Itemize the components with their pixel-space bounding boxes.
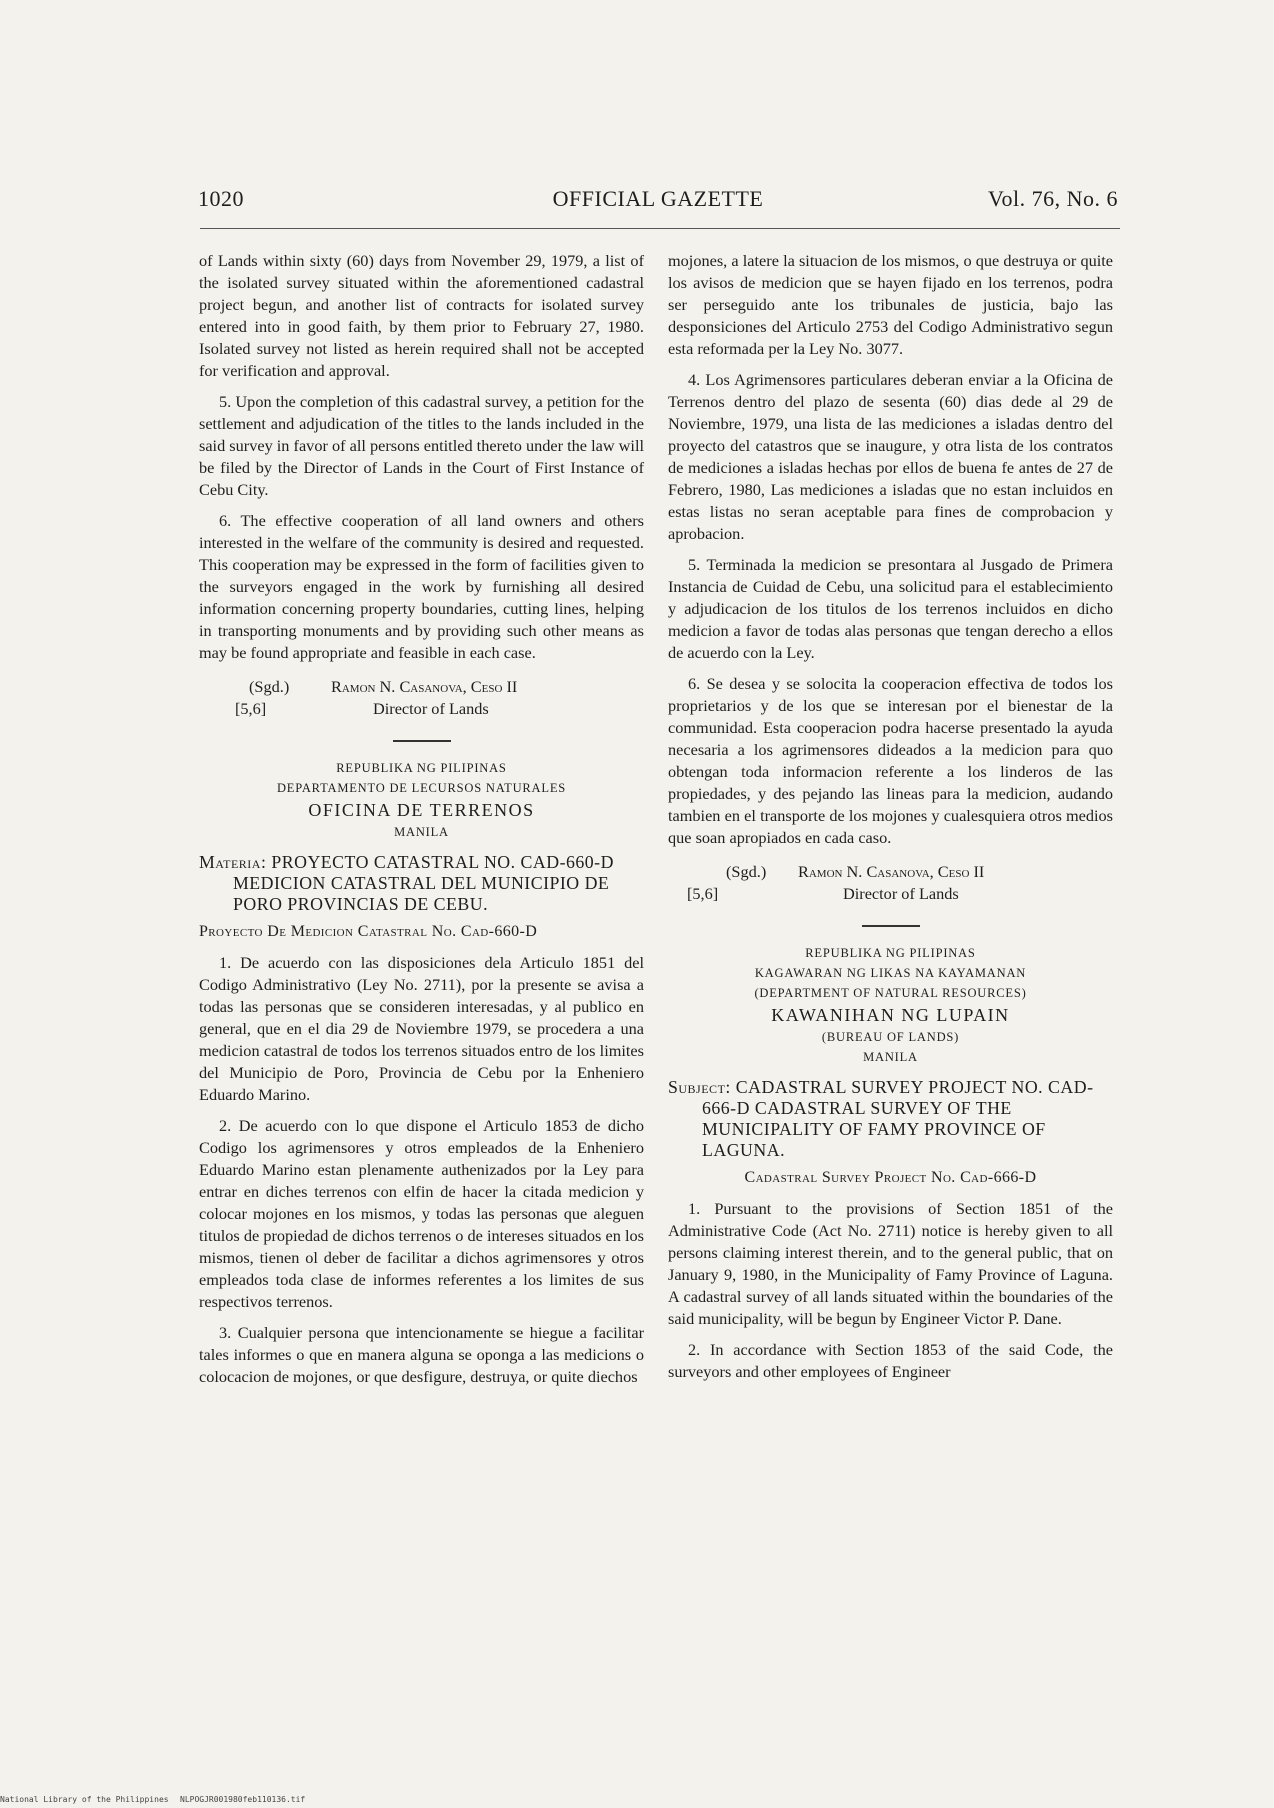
project-line: Proyecto De Medicion Catastral No. Cad-660-D — [199, 923, 538, 940]
issue-numbers: [5,6] — [235, 699, 267, 718]
office-line: KAGAWARAN NG LIKAS NA KAYAMANAN — [754, 966, 1027, 980]
signatory-name: Ramon N. Casanova, Ceso II — [331, 677, 518, 696]
office-city: MANILA — [863, 1050, 918, 1064]
paragraph: 2. In accordance with Section 1853 of the said Code, the surveyors and other employees of Engineer — [668, 1340, 1113, 1381]
page-header — [198, 186, 1118, 222]
office-name: OFICINA DE TERRENOS — [308, 800, 535, 820]
signature-block — [668, 861, 1113, 907]
subject-heading — [199, 852, 644, 915]
gazette-title: OFFICIAL GAZETTE — [552, 186, 764, 211]
paragraph: 5. Terminada la medicion se presontara al Jusgado de Primera Instancia de Cuidad de Cebu, una solicitud para el establecimiento y adjudicacion de los titulos de los terrenos incluidos en dicho medicion a favor de todas alas personas que tengan derecho a ellos de acuerdo con la Ley. — [668, 555, 1113, 662]
office-line: REPUBLIKA NG PILIPINAS — [336, 761, 507, 775]
signatory-title: Director of Lands — [373, 699, 489, 718]
paragraph: 3. Cualquier persona que intencionamente se hiegue a facilitar tales informes o que en manera alguna se oponga a las medicions o colocacion de mojones, or que desfigure, destruya, or quite diechos — [199, 1323, 644, 1386]
paragraph: 5. Upon the completion of this cadastral survey, a petition for the settlement and adjudication of the titles to the lands included in the said survey in favor of all persons entitled thereto under the law will be filed by the Director of Lands in the Court of First Instance of Cebu City. — [199, 392, 644, 499]
section-divider — [862, 925, 920, 927]
issue-numbers: [5,6] — [687, 884, 719, 903]
paragraph: 1. De acuerdo con las disposiciones dela Articulo 1851 del Codigo Administrativo (Ley No. 2711), por la presente se avisa a todas las personas que se consideren interesadas, y al publico en general, que en el dia 29 de Noviembre 1979, se procedera a una medicion catastral de todos los terrenos situados entro de los limites del Municipio de Poro, Provincia de Cebu por la Enheniero Eduardo Marino. — [199, 953, 644, 1104]
signatory-name: Ramon N. Casanova, Ceso II — [798, 862, 985, 881]
signature-block — [199, 676, 644, 722]
volume-issue: Vol. 76, No. 6 — [987, 186, 1118, 211]
section-divider — [393, 740, 451, 742]
library-credit: National Library of the Philippines — [0, 1795, 169, 1804]
subject-text: PROYECTO CATASTRAL NO. CAD-660-D MEDICION CATASTRAL DEL MUNICIPIO DE PORO PROVINCIAS DE CEBU. — [233, 852, 614, 914]
page-number: 1020 — [198, 186, 244, 211]
signed-mark: (Sgd.) — [249, 677, 290, 696]
project-line: Cadastral Survey Project No. Cad-666-D — [744, 1169, 1037, 1186]
paragraph: mojones, a latere la situacion de los mismos, o que destruya or quite los avisos de medicion que se hayen fijado en los terrenos, podra ser perseguido ante los tribunales de justicia, bajo las desponsiciones del Articulo 2753 del Codigo Administrativo segun esta reformada per la Ley No. 3077. — [668, 251, 1113, 358]
office-line: DEPARTAMENTO DE LECURSOS NATURALES — [276, 781, 567, 795]
office-heading — [668, 943, 1113, 1067]
left-column — [199, 250, 644, 1397]
subject-text: CADASTRAL SURVEY PROJECT NO. CAD-666-D CADASTRAL SURVEY OF THE MUNICIPALITY OF FAMY PROVINCE OF LAGUNA. — [702, 1077, 1094, 1160]
office-line: (BUREAU OF LANDS) — [821, 1030, 960, 1044]
subject-heading — [668, 1077, 1113, 1161]
paragraph: 1. Pursuant to the provisions of Section 1851 of the Administrative Code (Act No. 2711) notice is hereby given to all persons claiming interest therein, and to the general public, that on January 9, 1980, in the Municipality of Famy Province of Laguna. A cadastral survey of all lands situated within the boundaries of the said municipality, will be begun by Engineer Victor P. Dane. — [668, 1199, 1113, 1328]
signatory-title: Director of Lands — [843, 884, 959, 903]
right-column — [668, 250, 1113, 1392]
paragraph: 6. Se desea y se solocita la cooperacion effectiva de todos los proprietarios y de los que se interesan por el bienestar de la communidad. Esta cooperacion podra hacerse presentado la ayuda necesaria a los agrimensores dideados a la medicion para quo obtengan toda informacion referente a los linderos de las propiedades, y des pejando las lineas para la medicion, audando tambien en el transporte de los mojones y cualesquiera otros medios que soan apropiados en cada caso. — [668, 674, 1113, 847]
office-city: MANILA — [394, 825, 449, 839]
office-line: (DEPARTMENT OF NATURAL RESOURCES) — [754, 986, 1027, 1000]
paragraph: 2. De acuerdo con lo que dispone el Articulo 1853 de dicho Codigo los agrimensores y otros empleados de la Enheniero Eduardo Marino estan plenamente authenizados por la Ley para entrar en diches terrenos con elfin de hacer la citada medicion y colocar mojones en los mismos, y todas las personas que aleguen titulos de propiedad de dichos terrenos o de intereses situados en los mismos, tienen ol deber de facilitar a dichos agrimensores y otros empleados toda clase de informes referentes a los limites de sus respectivos terrenos. — [199, 1116, 644, 1311]
subject-label: Subject: — [668, 1077, 731, 1097]
paragraph: 6. The effective cooperation of all land owners and others interested in the welfare of the community is desired and requested. This cooperation may be expressed in the form of facilities given to the surveyors engaged in the work by furnishing all desired information concerning property boundaries, cutting lines, helping in transporting monuments and by providing such other means as may be found appropriate and feasible in each case. — [199, 511, 644, 662]
paragraph: 4. Los Agrimensores particulares deberan enviar a la Oficina de Terrenos dentro del plazo de sesenta (60) dias dede al 29 de Noviembre, 1979, una lista de las mediciones a isladas dentro del proyecto del catastros que se inaugure, y otra lista de los contratos de mediciones a isladas hechas por ellos de buena fe antes de 27 de Febrero, 1980, Las mediciones a isladas que no estan incluidos en estas listas no seran aceptable para fines de comprobacion y aprobacion. — [668, 370, 1113, 543]
signed-mark: (Sgd.) — [726, 862, 767, 881]
file-name: NLPOGJR001980feb110136.tif — [180, 1795, 306, 1804]
office-line: REPUBLIKA NG PILIPINAS — [805, 946, 976, 960]
scan-footer — [0, 1795, 306, 1804]
office-name: KAWANIHAN NG LUPAIN — [771, 1005, 1010, 1025]
paragraph: of Lands within sixty (60) days from November 29, 1979, a list of the isolated survey situated within the aforementioned cadastral project begun, and another list of contracts for isolated survey entered into in good faith, by them prior to February 27, 1980. Isolated survey not listed as herein required shall not be accepted for verification and approval. — [199, 251, 644, 380]
office-heading — [199, 758, 644, 842]
header-rule — [200, 228, 1120, 229]
subject-label: Materia: — [199, 852, 267, 872]
